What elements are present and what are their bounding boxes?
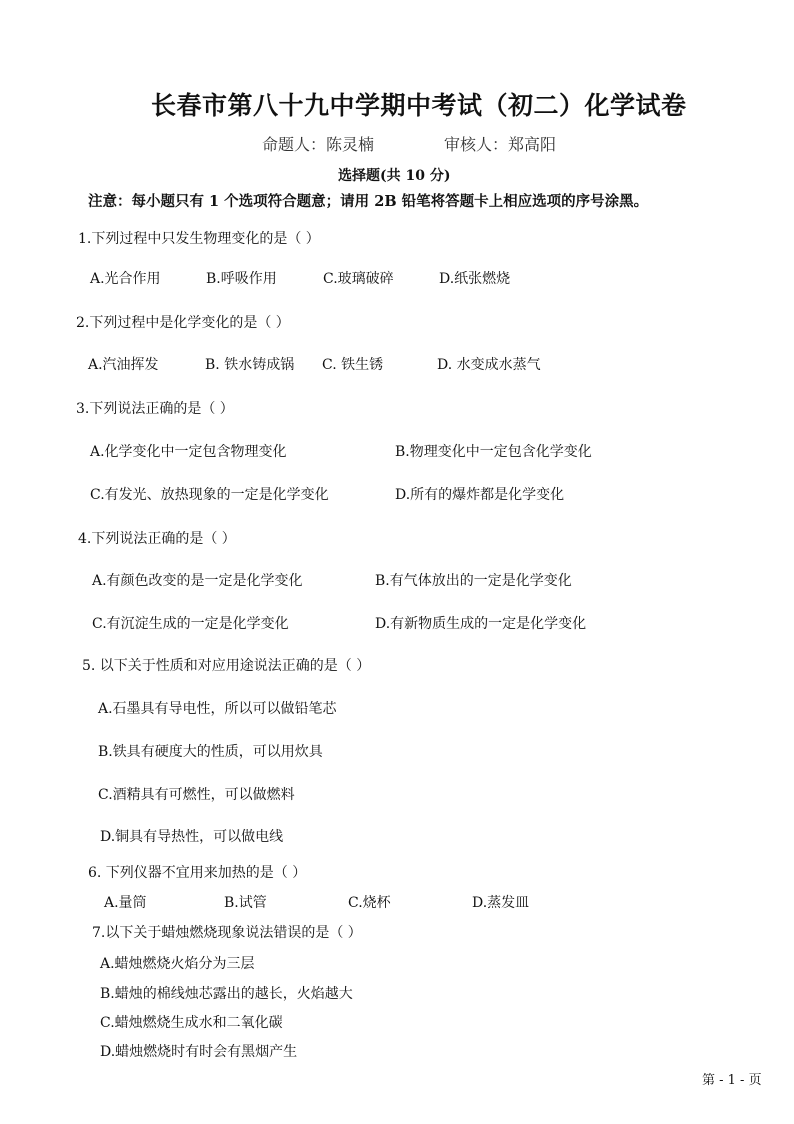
section-heading: 选择题(共 10 分) [338, 168, 451, 184]
question-option: C.有沉淀生成的一定是化学变化 [92, 616, 289, 632]
question-option: D.蜡烛燃烧时有时会有黑烟产生 [100, 1044, 298, 1060]
question-option: C.烧杯 [348, 895, 391, 911]
question-option: C. 铁生锈 [322, 357, 384, 373]
question-option: B.呼吸作用 [206, 271, 277, 287]
question-stem: 4.下列说法正确的是（ ） [78, 531, 236, 547]
question-option: D.所有的爆炸都是化学变化 [395, 487, 565, 503]
question-option: A.有颜色改变的是一定是化学变化 [92, 573, 303, 589]
question-option: D.有新物质生成的一定是化学变化 [375, 616, 587, 632]
question-option: B.铁具有硬度大的性质，可以用炊具 [98, 744, 323, 760]
question-option: B.物理变化中一定包含化学变化 [395, 444, 592, 460]
question-option: A.光合作用 [90, 271, 161, 287]
instruction-note: 注意：每小题只有 1 个选项符合题意；请用 2B 铅笔将答题卡上相应选项的序号涂黑。 [88, 193, 649, 210]
question-option: A.量筒 [104, 895, 147, 911]
page-number: 第 - 1 - 页 [702, 1073, 762, 1088]
question-stem: 6. 下列仪器不宜用来加热的是（ ） [88, 865, 307, 881]
question-option: A.汽油挥发 [88, 357, 159, 373]
question-option: A.石墨具有导电性，所以可以做铅笔芯 [98, 701, 337, 717]
reviewer-name: 审核人：郑高阳 [444, 135, 557, 154]
question-option: D.纸张燃烧 [439, 271, 511, 287]
question-stem: 5. 以下关于性质和对应用途说法正确的是（ ） [82, 658, 371, 674]
question-option: B.有气体放出的一定是化学变化 [375, 573, 572, 589]
question-option: D.蒸发皿 [472, 895, 530, 911]
question-option: A.化学变化中一定包含物理变化 [90, 444, 287, 460]
page-title: 长春市第八十九中学期中考试（初二）化学试卷 [151, 91, 687, 120]
question-option: C.酒精具有可燃性，可以做燃料 [98, 787, 295, 803]
setter-name: 命题人：陈灵楠 [262, 135, 375, 154]
question-option: A.蜡烛燃烧火焰分为三层 [100, 956, 255, 972]
question-option: B.试管 [224, 895, 267, 911]
question-option: C.有发光、放热现象的一定是化学变化 [90, 487, 329, 503]
question-stem: 3.下列说法正确的是（ ） [76, 401, 234, 417]
question-stem: 1.下列过程中只发生物理变化的是（ ） [78, 231, 320, 247]
question-option: B. 铁水铸成锅 [205, 357, 295, 373]
question-option: B.蜡烛的棉线烛芯露出的越长，火焰越大 [100, 986, 353, 1002]
question-option: D.铜具有导热性，可以做电线 [100, 829, 284, 845]
question-option: C.蜡烛燃烧生成水和二氧化碳 [100, 1015, 283, 1031]
question-option: D. 水变成水蒸气 [437, 357, 541, 373]
question-stem: 2.下列过程中是化学变化的是（ ） [76, 315, 290, 331]
question-stem: 7.以下关于蜡烛燃烧现象说法错误的是（ ） [92, 925, 362, 941]
question-option: C.玻璃破碎 [323, 271, 394, 287]
